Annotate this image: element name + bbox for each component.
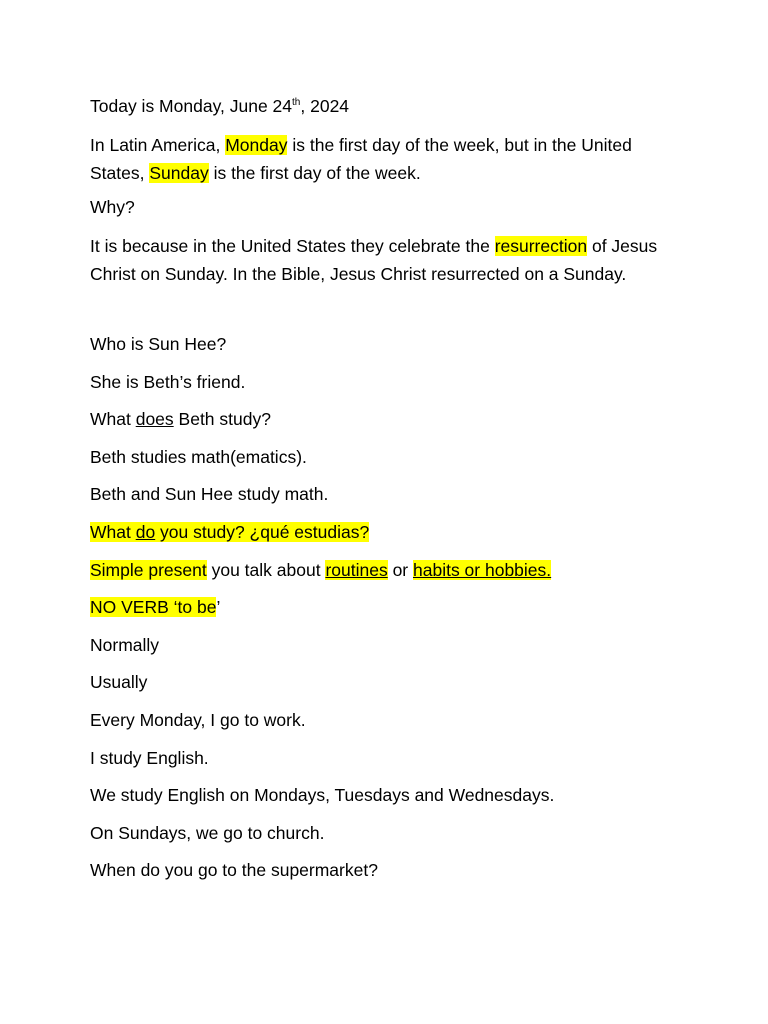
document-body [90, 94, 690, 896]
simple-present-line [90, 558, 690, 582]
highlight-simple-present: Simple present [90, 559, 207, 580]
example-every-monday: Every Monday, I go to work. [90, 709, 306, 730]
highlight-habits: habits or hobbies. [413, 559, 552, 580]
highlight-routines: routines [325, 559, 388, 580]
question-what-does [90, 407, 690, 431]
word-normally: Normally [90, 634, 160, 655]
answer-study-math: Beth and Sun Hee study math. [90, 484, 329, 505]
example-study-english: I study English. [90, 747, 209, 768]
highlight-sunday: Sunday [149, 163, 209, 183]
blank-line [90, 296, 690, 332]
text-run: It is because in the United States they celebrate the [90, 236, 495, 256]
text-run: What [90, 409, 136, 430]
paragraph-resurrection [90, 232, 690, 288]
year-text: , 2024 [300, 96, 350, 116]
question-why: Why? [90, 197, 135, 217]
text-run: What [90, 521, 136, 542]
answer-math: Beth studies math(ematics). [90, 446, 307, 467]
text-run: is the first day of the week, but in the United States, [90, 135, 632, 183]
word-usually: Usually [90, 672, 148, 693]
text-run: you talk about [206, 559, 326, 580]
text-run: ’ [216, 597, 221, 618]
text-run: you study? ¿qué estudias? [155, 521, 370, 542]
highlight-monday: Monday [225, 135, 288, 155]
text-run: or [387, 559, 413, 580]
text-run: of Jesus Christ on Sunday. In the Bible, Jesus Christ resurrected on a Sunday. [90, 236, 658, 284]
highlight-question [90, 522, 369, 542]
underline-do: do [135, 521, 156, 542]
highlight-resurrection: resurrection [494, 236, 588, 256]
example-weekdays: We study English on Mondays, Tuesdays and Wednesdays. [90, 785, 555, 806]
answer-friend: She is Beth’s friend. [90, 371, 246, 392]
paragraph-first-day [90, 131, 690, 187]
text-run: Beth study? [173, 409, 271, 430]
no-verb-line [90, 595, 690, 619]
ordinal-suffix: th [292, 97, 301, 109]
text-run: is the first day of the week. [208, 163, 421, 183]
highlight-no-verb: NO VERB ‘to be [90, 597, 217, 618]
question-who: Who is Sun Hee? [90, 334, 227, 354]
example-church: On Sundays, we go to church. [90, 822, 325, 843]
date-line [90, 94, 690, 118]
question-what-do-you-study [90, 520, 690, 544]
question-supermarket: When do you go to the supermarket? [90, 860, 378, 881]
date-text: Today is Monday, June 24 [90, 96, 293, 116]
underline-does: does [135, 409, 174, 430]
text-run: In Latin America, [90, 135, 226, 155]
